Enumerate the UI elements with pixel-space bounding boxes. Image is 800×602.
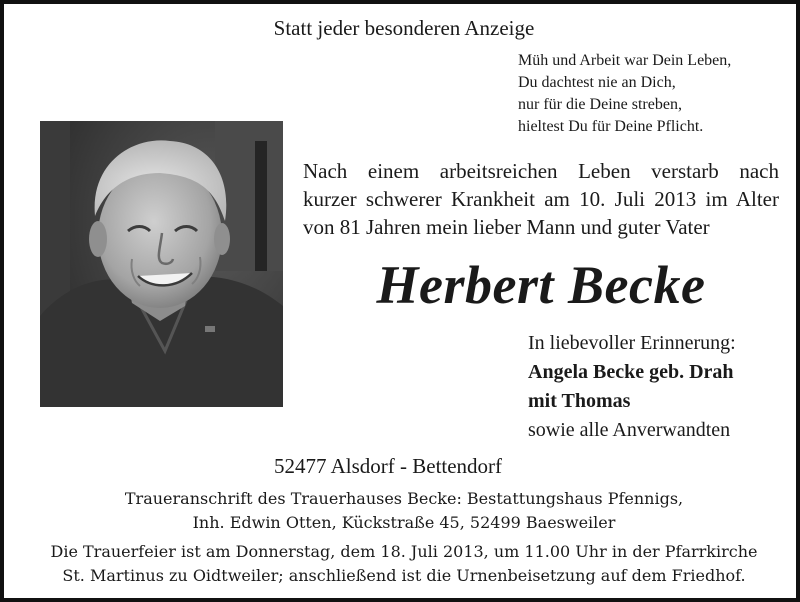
address-line: Inh. Edwin Otten, Kückstraße 45, 52499 Baesweiler — [192, 513, 616, 532]
verse-line: hieltest Du für Deine Pflicht. — [518, 118, 704, 135]
announcement-line: von 81 Jahren mein lieber Mann und guter Vater — [303, 215, 710, 239]
notice-header: Statt jeder besonderen Anzeige — [273, 16, 535, 40]
announcement-line: kurzer schwerer Krankheit am 10. Juli 2013 im Alter — [303, 187, 779, 211]
mourners-relatives: sowie alle Anverwandten — [528, 419, 731, 441]
ceremony-line: Die Trauerfeier ist am Donnerstag, dem 18. Juli 2013, um 11.00 Uhr in der Pfarrkirche — [50, 542, 758, 561]
ceremony-line: St. Martinus zu Oidtweiler; anschließend ist die Urnenbeisetzung auf dem Friedhof. — [62, 566, 746, 585]
death-announcement — [303, 157, 779, 241]
memorial-verse — [518, 50, 731, 138]
mourners-block — [528, 329, 736, 445]
portrait-photo — [40, 121, 283, 407]
mourner-name: Angela Becke geb. Drah — [528, 361, 734, 383]
place-line: 52477 Alsdorf - Bettendorf — [274, 454, 503, 478]
mourners-intro: In liebevoller Erinnerung: — [528, 332, 736, 354]
verse-line: nur für die Deine streben, — [518, 96, 682, 113]
deceased-name: Herbert Becke — [376, 255, 706, 315]
portrait-photo-icon — [40, 121, 283, 407]
mourning-address — [4, 487, 800, 535]
ceremony-details — [4, 540, 800, 588]
address-line: Traueranschrift des Trauerhauses Becke: Bestattungshaus Pfennigs, — [124, 489, 684, 508]
mourner-name: mit Thomas — [528, 390, 631, 412]
announcement-line: Nach einem arbeitsreichen Leben verstarb nach — [303, 159, 779, 183]
verse-line: Du dachtest nie an Dich, — [518, 74, 676, 91]
verse-line: Müh und Arbeit war Dein Leben, — [518, 52, 732, 69]
